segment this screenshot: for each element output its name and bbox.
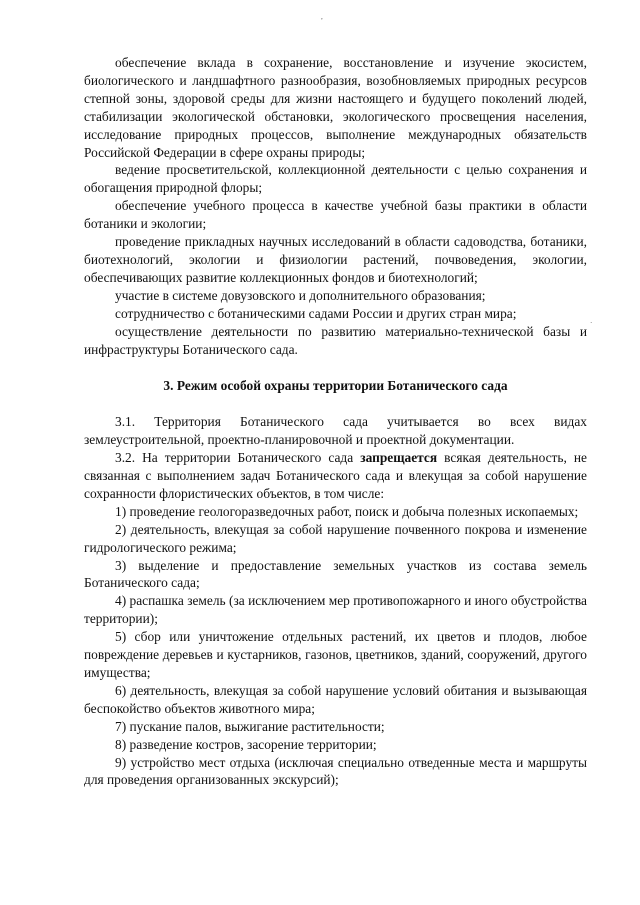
scan-mark-top: , [321, 13, 323, 21]
clause-3-2-bold: запрещается [360, 450, 438, 466]
paragraph: осуществление деятельности по развитию материально-технической базы и инфраструктуры Ботанического сада. [84, 323, 587, 357]
clause-3-2 [84, 449, 587, 503]
list-item: 5) сбор или уничтожение отдельных растений, их цветов и плодов, любое повреждение деревьев и кустарников, газонов, цветников, зданий, сооружений, другого имущества; [84, 629, 587, 680]
paragraph: обеспечение учебного процесса в качестве учебной базы практики в области ботаники и экологии; [84, 198, 587, 232]
list-item: 3) выделение и предоставление земельных участков из состава земель Ботанического сада; [84, 557, 587, 591]
paragraph: участие в системе довузовского и дополнительного образования; [115, 287, 486, 303]
list-item: 7) пускание палов, выжигание растительности; [115, 718, 385, 734]
paragraph: ведение просветительской, коллекционной деятельности с целью сохранения и обогащения природной флоры; [84, 162, 587, 196]
clause-3-2-lead: 3.2. На территории Ботанического сада [115, 450, 361, 466]
paragraph: обеспечение вклада в сохранение, восстановление и изучение экосистем, биологического и ландшафтного разнообразия, возобновляемых природных ресурсов степной зоны, здоровой среды для жизни настоящего и будущего поколений людей, стабилизации экологической обстановки, экологического просвещения населения, исследование природных процессов, выполнение международных обязательств Российской Федерации в сфере охраны природы; [84, 55, 587, 160]
list-item: 2) деятельность, влекущая за собой нарушение почвенного покрова и изменение гидрологического режима; [84, 521, 587, 555]
scan-mark-right: · [590, 319, 593, 327]
paragraph: сотрудничество с ботаническими садами России и других стран мира; [115, 305, 517, 321]
document-body [84, 54, 587, 789]
list-item: 8) разведение костров, засорение территории; [115, 736, 377, 752]
clause-3-2-rest: всякая деятельность, не связанная с выполнением задач Ботанического сада и влекущая за собой нарушение сохранности флористических объектов, в том числе: [84, 450, 587, 501]
section-heading: 3. Режим особой охраны территории Ботанического сада [163, 378, 508, 394]
list-item: 4) распашка земель (за исключением мер противопожарного и иного обустройства территории); [84, 593, 587, 627]
clause-3-1: 3.1. Территория Ботанического сада учитывается во всех видах землеустроительной, проектно-планировочной и проектной документации. [84, 414, 587, 448]
list-item: 6) деятельность, влекущая за собой нарушение условий обитания и вызывающая беспокойство объектов животного мира; [84, 682, 587, 716]
list-item: 9) устройство мест отдыха (исключая специально отведенные места и маршруты для проведения организованных экскурсий); [84, 754, 587, 788]
paragraph: проведение прикладных научных исследований в области садоводства, ботаники, биотехнологий, экологии и физиологии растений, почвоведения, экологии, обеспечивающих развитие коллекционных фондов и биотехнологий; [84, 234, 587, 285]
list-item: 1) проведение геологоразведочных работ, поиск и добыча полезных ископаемых; [115, 503, 579, 519]
